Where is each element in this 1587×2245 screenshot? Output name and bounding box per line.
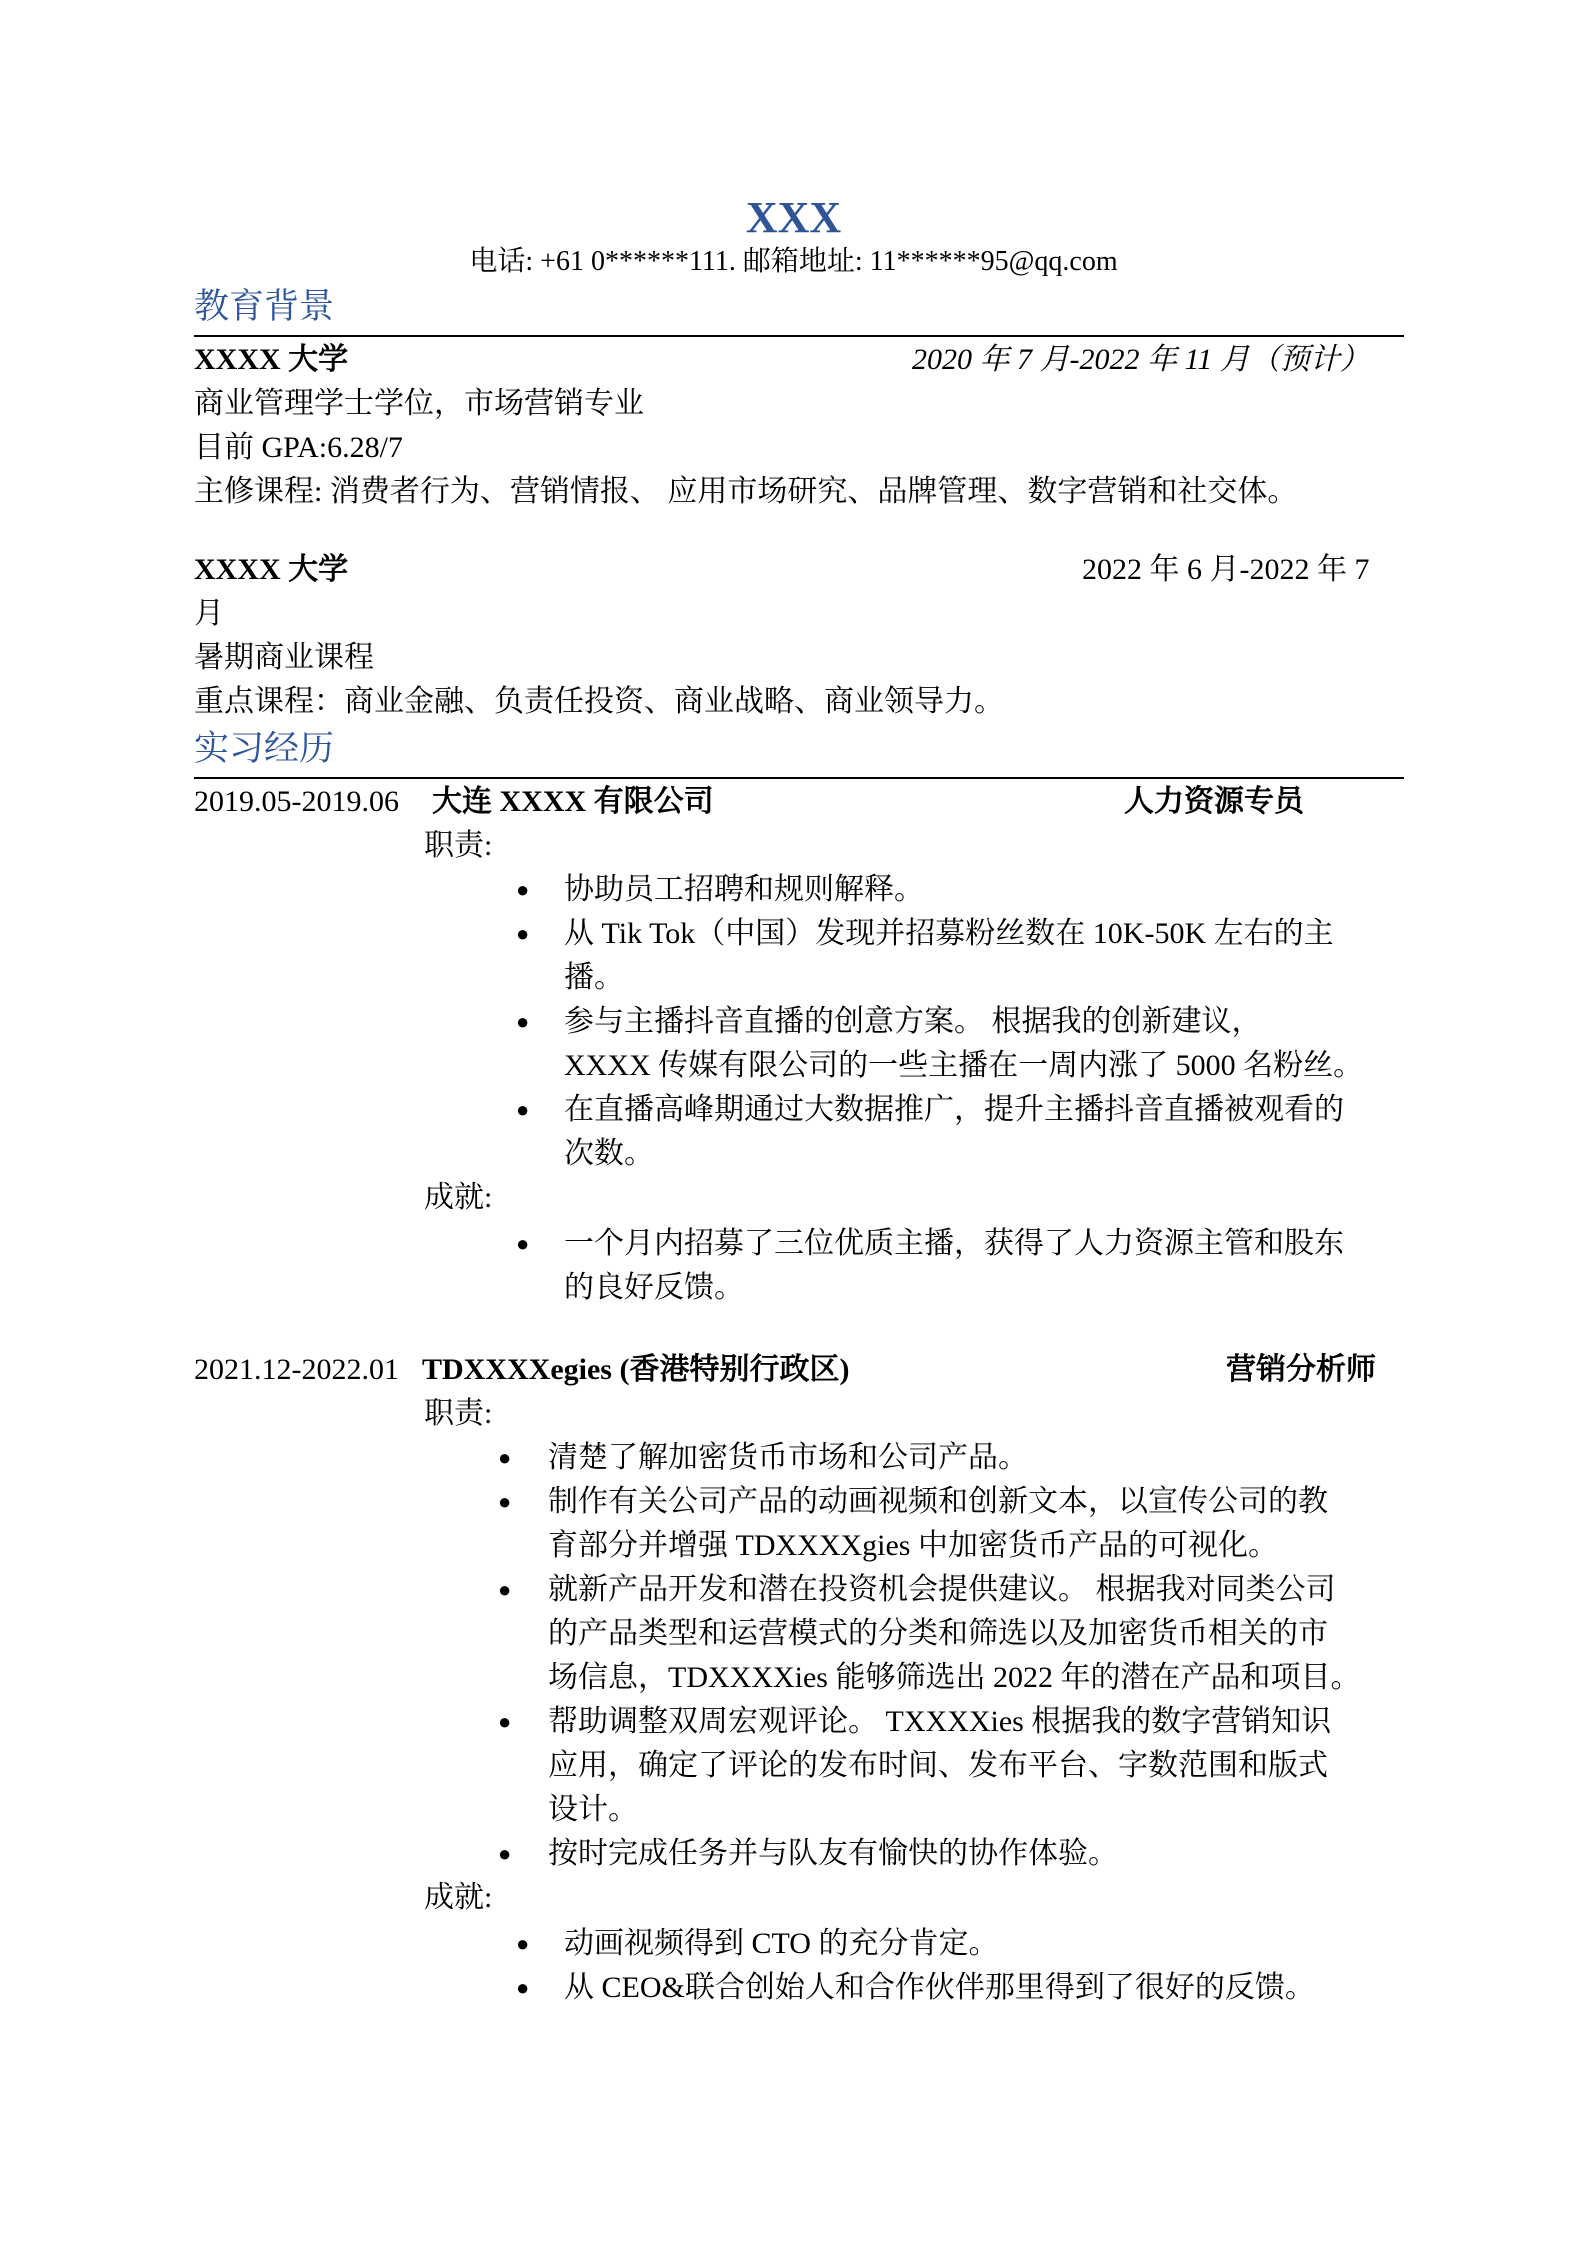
bullet-icon: ● xyxy=(516,877,530,902)
duty-item-continued: 育部分并增强 TDXXXXgies 中加密货币产品的可视化。 xyxy=(548,1529,1278,1562)
bullet-icon: ● xyxy=(498,1841,512,1866)
duties-label: 职责: xyxy=(424,829,493,862)
section-heading-internship: 实习经历 xyxy=(194,729,335,768)
duties-label: 职责: xyxy=(424,1397,493,1430)
section-divider xyxy=(194,335,1404,337)
achievement-item: 动画视频得到 CTO 的充分肯定。 xyxy=(564,1927,999,1960)
duty-item-continued: XXXX 传媒有限公司的一些主播在一周内涨了 5000 名粉丝。 xyxy=(564,1049,1364,1082)
study-period: 2020 年 7 月-2022 年 11 月（预计） xyxy=(912,343,1370,376)
achievements-label: 成就: xyxy=(424,1181,493,1214)
bullet-icon: ● xyxy=(498,1577,512,1602)
job-role: 人力资源专员 xyxy=(1124,785,1304,818)
duty-item: 制作有关公司产品的动画视频和创新文本，以宣传公司的教 xyxy=(548,1485,1328,1518)
bullet-icon: ● xyxy=(498,1445,512,1470)
section-heading-education: 教育背景 xyxy=(194,287,335,326)
school-name: XXXX 大学 xyxy=(194,343,349,376)
duty-item-continued: 设计。 xyxy=(548,1793,638,1826)
duty-item-continued: 应用，确定了评论的发布时间、发布平台、字数范围和版式 xyxy=(548,1749,1328,1782)
duty-item: 按时完成任务并与队友有愉快的协作体验。 xyxy=(548,1837,1118,1870)
section-divider xyxy=(194,777,1404,779)
study-period-continued: 月 xyxy=(194,597,224,630)
duty-item: 参与主播抖音直播的创意方案。 根据我的创新建议， xyxy=(564,1005,1262,1038)
courses-line: 重点课程：商业金融、负责任投资、商业战略、商业领导力。 xyxy=(194,685,1004,718)
study-period: 2022 年 6 月-2022 年 7 xyxy=(1082,553,1370,586)
duty-item: 从 Tik Tok（中国）发现并招募粉丝数在 10K-50K 左右的主 xyxy=(564,917,1334,950)
bullet-icon: ● xyxy=(516,1097,530,1122)
bullet-icon: ● xyxy=(516,1931,530,1956)
duty-item-continued: 的产品类型和运营模式的分类和筛选以及加密货币相关的市 xyxy=(548,1617,1328,1650)
job-period: 2021.12-2022.01 xyxy=(194,1353,399,1386)
duty-item-continued: 次数。 xyxy=(564,1137,654,1170)
duty-item-continued: 场信息，TDXXXXies 能够筛选出 2022 年的潜在产品和项目。 xyxy=(548,1661,1361,1694)
degree-line: 商业管理学士学位，市场营销专业 xyxy=(194,387,644,420)
achievement-item-continued: 的良好反馈。 xyxy=(564,1271,744,1304)
duty-item: 协助员工招聘和规则解释。 xyxy=(564,873,924,906)
achievement-item: 一个月内招募了三位优质主播，获得了人力资源主管和股东 xyxy=(564,1227,1344,1260)
duty-item-continued: 播。 xyxy=(564,961,624,994)
job-role: 营销分析师 xyxy=(1226,1353,1376,1386)
bullet-icon: ● xyxy=(516,1009,530,1034)
achievement-item: 从 CEO&联合创始人和合作伙伴那里得到了很好的反馈。 xyxy=(564,1971,1315,2004)
company-name: TDXXXXegies (香港特别行政区) xyxy=(422,1353,850,1386)
achievements-label: 成就: xyxy=(424,1881,493,1914)
bullet-icon: ● xyxy=(498,1489,512,1514)
candidate-name: XXX xyxy=(745,193,842,242)
bullet-icon: ● xyxy=(516,1975,530,2000)
contact-line: 电话: +61 0******111. 邮箱地址: 11******95@qq.com xyxy=(469,246,1118,277)
school-name: XXXX 大学 xyxy=(194,553,349,586)
bullet-icon: ● xyxy=(498,1709,512,1734)
duty-item: 在直播高峰期通过大数据推广，提升主播抖音直播被观看的 xyxy=(564,1093,1344,1126)
program-line: 暑期商业课程 xyxy=(194,641,374,674)
gpa-line: 目前 GPA:6.28/7 xyxy=(194,431,403,464)
courses-line: 主修课程: 消费者行为、营销情报、 应用市场研究、品牌管理、数字营销和社交体。 xyxy=(194,475,1298,508)
duty-item: 清楚了解加密货币市场和公司产品。 xyxy=(548,1441,1028,1474)
job-period: 2019.05-2019.06 xyxy=(194,785,399,818)
bullet-icon: ● xyxy=(516,1231,530,1256)
company-name: 大连 XXXX 有限公司 xyxy=(432,785,714,818)
duty-item: 帮助调整双周宏观评论。 TXXXXies 根据我的数字营销知识 xyxy=(548,1705,1332,1738)
duty-item: 就新产品开发和潜在投资机会提供建议。 根据我对同类公司 xyxy=(548,1573,1336,1606)
bullet-icon: ● xyxy=(516,921,530,946)
